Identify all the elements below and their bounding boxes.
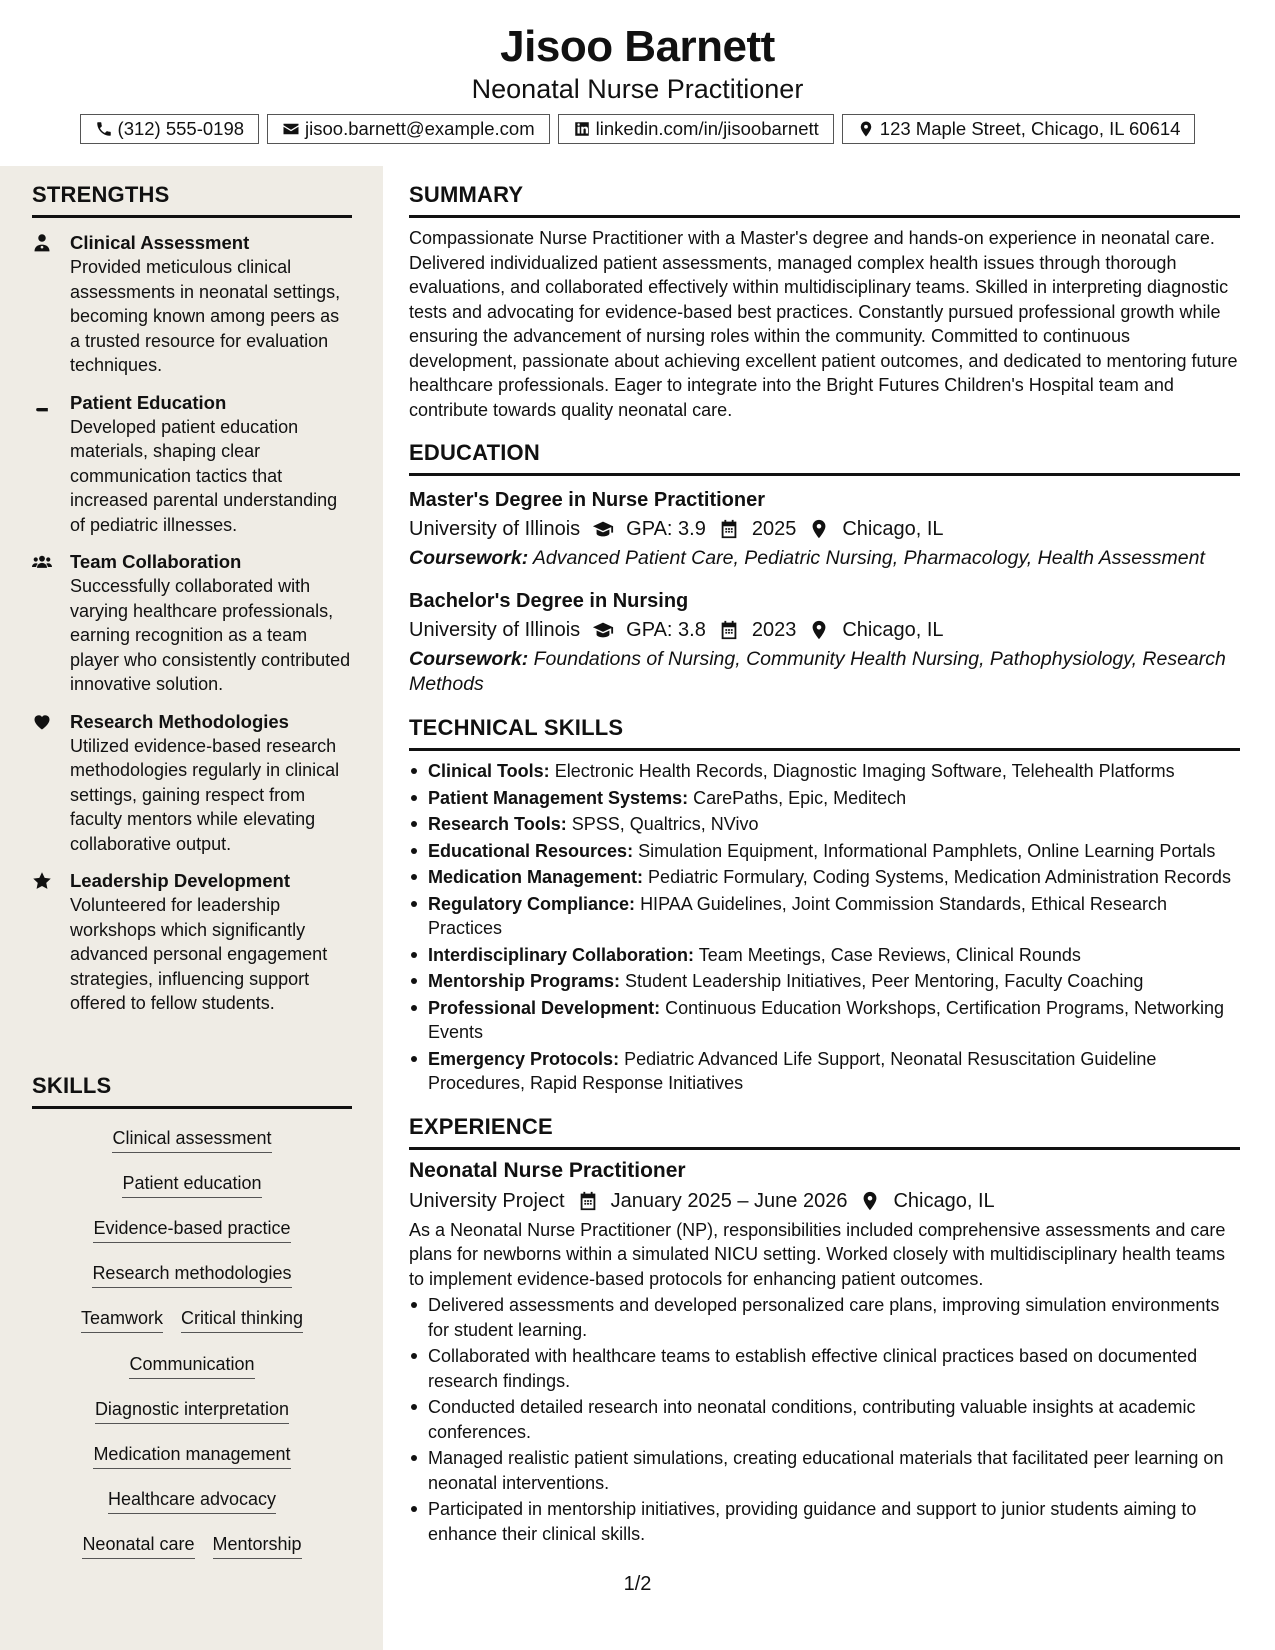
tech-skill-label: Research Tools: [428, 814, 567, 834]
tech-skill-value: HIPAA Guidelines, Joint Commission Standards, Ethical Research Practices [428, 893, 1167, 938]
coursework-label: Coursework: [409, 547, 529, 569]
coursework [409, 546, 1240, 571]
skills-heading: SKILLS [32, 1073, 352, 1109]
skill-tag: Teamwork [81, 1307, 163, 1333]
contact-email[interactable] [267, 114, 550, 144]
strength-title: Clinical Assessment [70, 232, 250, 253]
tech-skill-value: SPSS, Qualtrics, NVivo [571, 814, 759, 834]
tech-skill-label: Mentorship Programs: [428, 971, 621, 991]
strengths-section [32, 182, 352, 1016]
organization: University Project [409, 1189, 565, 1212]
summary-heading: SUMMARY [409, 182, 1240, 218]
skill-tag: Mentorship [213, 1533, 302, 1559]
coursework-list: Foundations of Nursing, Community Health Nursing, Pathophysiology, Research Methods [409, 648, 1226, 695]
tech-skill-value: Simulation Equipment, Informational Pamphlets, Online Learning Portals [638, 840, 1216, 861]
education-entry [409, 486, 1240, 571]
education-heading: EDUCATION [409, 440, 1240, 476]
experience-heading: EXPERIENCE [409, 1114, 1240, 1150]
list-item: Managed realistic patient simulations, creating educational materials that facilitated peer learning on neonatal interventions. [409, 1446, 1240, 1495]
gpa: GPA: 3.9 [626, 518, 706, 540]
tech-skill-label: Professional Development: [428, 997, 661, 1018]
technical-skills-heading: TECHNICAL SKILLS [409, 715, 1240, 751]
heart-icon [32, 712, 52, 732]
experience-entry [409, 1156, 1240, 1547]
tech-skill-value: Continuous Education Workshops, Certification Programs, Networking Events [428, 997, 1225, 1042]
calendar-icon [718, 518, 740, 540]
strength-title: Leadership Development [70, 870, 291, 891]
skill-tag: Research methodologies [92, 1262, 291, 1288]
degree-title: Bachelor's Degree in Nursing [409, 590, 689, 612]
list-item: Delivered assessments and developed personalized care plans, improving simulation environments for student learning. [409, 1293, 1240, 1342]
job-description: As a Neonatal Nurse Practitioner (NP), responsibilities included comprehensive assessments and care plans for newborns within a simulated NICU setting. Worked closely with multidisciplinary health teams to implement evidence-based protocols for enhancing patient outcomes. [409, 1219, 1226, 1289]
strengths-heading: STRENGTHS [32, 182, 352, 218]
strength-desc: Successfully collaborated with varying healthcare professionals, earning recognition as a team player who consistently contributed innovative solution. [70, 576, 351, 694]
strength-item [32, 391, 352, 538]
star-icon [32, 871, 52, 891]
list-item [409, 786, 1240, 811]
summary-text: Compassionate Nurse Practitioner with a Master's degree and hands-on experience in neonatal care. Delivered individualized patient assessments, managed complex health issues through thorough evaluations, and collaborated effectively within multidisciplinary teams. Skilled in interpreting diagnostic tests and advocating for evidence-based best practices. Constantly pursued professional growth while ensuring the advancement of nursing roles within the community. Committed to continuous development, passionate about achieving excellent patient outcomes, and dedicated to mentoring future healthcare professionals. Eager to integrate into the Bright Futures Children's Hospital team and contribute towards quality neonatal care. [409, 228, 1238, 420]
list-item [409, 892, 1240, 941]
list-item: Conducted detailed research into neonatal conditions, contributing valuable insights at academic conferences. [409, 1395, 1240, 1444]
tech-skill-value: Electronic Health Records, Diagnostic Imaging Software, Telehealth Platforms [554, 761, 1175, 781]
phone-text: (312) 555-0198 [117, 118, 245, 139]
tech-skill-label: Patient Management Systems: [428, 787, 689, 808]
tech-skill-value: Student Leadership Initiatives, Peer Mentoring, Faculty Coaching [625, 971, 1144, 991]
strength-item [32, 710, 352, 857]
map-pin-icon [808, 619, 830, 641]
list-item [409, 943, 1240, 968]
list-item [409, 969, 1240, 994]
list-item: Collaborated with healthcare teams to establish effective clinical practices based on documented research findings. [409, 1344, 1240, 1393]
page-indicator: 1/2 [623, 1573, 652, 1595]
coursework-label: Coursework: [409, 648, 529, 670]
school-location: Chicago, IL [842, 518, 944, 540]
experience-meta [409, 1186, 1240, 1216]
tech-skill-label: Regulatory Compliance: [428, 893, 636, 914]
tech-skill-value: Pediatric Formulary, Coding Systems, Medication Administration Records [648, 867, 1231, 887]
tech-skill-value: Pediatric Advanced Life Support, Neonatal Resuscitation Guideline Procedures, Rapid Response Initiatives [428, 1048, 1157, 1093]
contact-address [842, 114, 1196, 144]
map-pin-icon [808, 518, 830, 540]
graduation-year: 2023 [751, 619, 797, 641]
tech-skill-label: Educational Resources: [428, 840, 634, 861]
users-icon [32, 552, 52, 572]
coursework [409, 647, 1240, 697]
strength-desc: Utilized evidence-based research methodologies regularly in clinical settings, gaining respect from faculty mentors while elevating collaborative output. [70, 735, 340, 854]
skill-tag: Medication management [93, 1443, 290, 1469]
linkedin-text: linkedin.com/in/jisoobarnett [595, 118, 819, 139]
education-section [409, 440, 1240, 697]
address-text: 123 Maple Street, Chicago, IL 60614 [879, 118, 1181, 139]
tech-skill-value: CarePaths, Epic, Meditech [693, 787, 907, 808]
list-item [409, 839, 1240, 864]
calendar-icon [577, 1190, 599, 1212]
skill-tag: Healthcare advocacy [108, 1488, 276, 1514]
skill-tag: Clinical assessment [112, 1127, 271, 1153]
candidate-name: Jisoo Barnett [500, 22, 775, 71]
linkedin-icon [573, 120, 591, 138]
strength-item [32, 550, 352, 697]
graduation-cap-icon [592, 619, 614, 641]
skill-tag: Communication [129, 1353, 254, 1379]
skill-tag: Evidence-based practice [93, 1217, 290, 1243]
job-dates: January 2025 – June 2026 [610, 1189, 848, 1212]
main-content [409, 182, 1240, 1564]
tech-skill-label: Clinical Tools: [428, 761, 550, 781]
strength-item [32, 869, 352, 1016]
skill-tag: Critical thinking [181, 1307, 303, 1333]
sidebar [0, 166, 383, 1650]
user-doctor-icon [32, 233, 52, 253]
candidate-title: Neonatal Nurse Practitioner [471, 74, 804, 104]
tech-skill-value: Team Meetings, Case Reviews, Clinical Rounds [698, 944, 1081, 965]
experience-section [409, 1114, 1240, 1547]
skill-tag: Patient education [122, 1172, 261, 1198]
email-text: jisoo.barnett@example.com [305, 118, 535, 139]
list-item [409, 812, 1240, 837]
education-entry [409, 587, 1240, 697]
job-location: Chicago, IL [893, 1189, 995, 1212]
envelope-icon [282, 120, 300, 138]
strength-desc: Volunteered for leadership workshops which significantly advanced personal engagement strategies, influencing support offered to fellow students. [70, 895, 328, 1013]
skill-tag: Diagnostic interpretation [95, 1398, 289, 1424]
strength-desc: Provided meticulous clinical assessments in neonatal settings, becoming known among peers as a trusted resource for evaluation techniques. [70, 257, 341, 375]
coursework-list: Advanced Patient Care, Pediatric Nursing, Pharmacology, Health Assessment [532, 547, 1205, 569]
skills-section [32, 1073, 352, 1569]
book-icon [32, 393, 52, 413]
strength-item [32, 231, 352, 378]
education-meta [409, 615, 1240, 645]
map-pin-icon [857, 120, 875, 138]
strength-title: Patient Education [70, 391, 227, 413]
strength-title: Research Methodologies [70, 710, 289, 732]
graduation-year: 2025 [751, 518, 797, 540]
skill-tag: Neonatal care [82, 1533, 194, 1559]
list-item [409, 759, 1240, 784]
job-title: Neonatal Nurse Practitioner [409, 1158, 686, 1182]
list-item: Participated in mentorship initiatives, providing guidance and support to junior students aiming to enhance their clinical skills. [409, 1497, 1240, 1546]
degree-title: Master's Degree in Nurse Practitioner [409, 489, 765, 511]
resume-header [0, 0, 1275, 160]
school-location: Chicago, IL [842, 619, 944, 641]
school-name: University of Illinois [409, 619, 581, 641]
technical-skills-section [409, 715, 1240, 1096]
contact-phone[interactable] [80, 114, 260, 144]
list-item [409, 1047, 1240, 1096]
strength-title: Team Collaboration [70, 551, 242, 572]
strength-desc: Developed patient education materials, shaping clear communication tactics that increased parental understanding of pediatric illnesses. [70, 416, 338, 535]
summary-section [409, 182, 1240, 422]
list-item [409, 865, 1240, 890]
contact-bar [0, 114, 1275, 144]
list-item [409, 996, 1240, 1045]
school-name: University of Illinois [409, 518, 581, 540]
tech-skill-label: Medication Management: [428, 867, 644, 887]
map-pin-icon [859, 1190, 881, 1212]
calendar-icon [718, 619, 740, 641]
graduation-cap-icon [592, 518, 614, 540]
gpa: GPA: 3.8 [626, 619, 706, 641]
education-meta [409, 514, 1240, 544]
contact-linkedin[interactable] [558, 114, 834, 144]
tech-skill-label: Emergency Protocols: [428, 1048, 620, 1069]
tech-skill-label: Interdisciplinary Collaboration: [428, 944, 695, 965]
phone-icon [95, 120, 113, 138]
